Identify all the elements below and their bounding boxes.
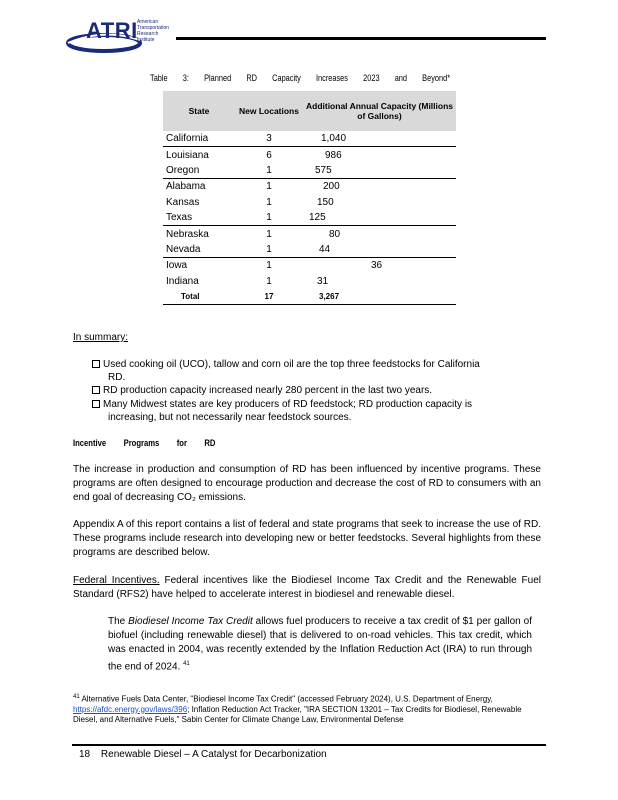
bullet-box-icon [92, 360, 100, 368]
summary-heading: In summary: [73, 332, 129, 343]
bullet-box-icon [92, 400, 100, 408]
summary-bullet: Used cooking oil (UCO), tallow and corn oil are the top three feedstocks for California RD. [92, 358, 532, 384]
footnote: $^{41}$ Alternative Fuels Data Center, "Biodiesel Income Tax Credit" (accessed February 2024), U.S. Department of Energy, https://afdc.energy.gov/laws/396; Inflation Reduction Act Tracker, "IRA SECTION 13201 – Tax Credits for Biodiesel, Renewable Diesel, and Alternative Fuels," Sabin Center for Climate Change Law, Environmental Defense [73, 694, 522, 724]
table-row: Iowa 1 36 [163, 258, 456, 274]
table-row: Indiana 1 31 [166, 275, 329, 287]
header-new-locations: New Locations [235, 91, 303, 131]
logo-wordmark: ATRI [86, 18, 138, 43]
footnote-ref: 41 [183, 661, 190, 667]
footer-title: Renewable Diesel – A Catalyst for Decarbonization [100, 749, 327, 760]
footer-rule [72, 744, 546, 746]
table-row: Oregon 1 575 [166, 164, 332, 176]
table-row: California 3 1,040 [166, 133, 347, 145]
header-capacity: Additional Annual Capacity (Millions of Gallons) [303, 91, 456, 131]
header-state: State [163, 91, 235, 131]
footnote-link[interactable]: https://afdc.energy.gov/laws/396 [73, 704, 188, 714]
table-row: Nevada 1 44 [166, 243, 331, 255]
table-row: Texas 1 125 [166, 212, 326, 224]
table-caption: Table 3: Planned RD Capacity Increases 2023 and Beyond* [150, 73, 451, 83]
paragraph: The increase in production and consumption of RD has been influenced by incentive programs. These programs are often designed to encourage production and decrease the cost of RD to consumers with an end goal of decreasing CO₂ emissions. [73, 464, 541, 503]
table-row: Louisiana 6 986 [163, 147, 456, 163]
page-number: 18 [79, 749, 91, 760]
table-total-row: Total 17 3,267 [163, 289, 456, 305]
paragraph-federal-incentives: Federal Incentives. Federal incentives like the Biodiesel Income Tax Credit and the Renewable Fuel Standard (RFS2) have helped to accelerate interest in biodiesel and renewable diesel. [73, 575, 541, 600]
paragraph: Appendix A of this report contains a list of federal and state programs that seek to increase the use of RD. These programs include research into developing new or better feedstocks. Several highlights from these programs are described below. [73, 519, 541, 558]
summary-bullet: RD production capacity increased nearly 280 percent in the last two years. [92, 384, 532, 397]
table-row: Kansas 1 150 [166, 196, 334, 208]
table-row: Nebraska 1 80 [163, 226, 456, 242]
summary-bullet: Many Midwest states are key producers of RD feedstock; RD production capacity is increasing, but not necessarily near feedstock sources. [92, 398, 532, 424]
bullet-box-icon [92, 386, 100, 394]
paragraph-tax-credit: The Biodiesel Income Tax Credit allows fuel producers to receive a tax credit of $1 per gallon of biofuel (including renewable diesel) that is delivered to on-road vehicles. This tax credit, which was enacted in 2004, was recently extended by the Inflation Reduction Act (IRA) to run through the end of 2024. $^{41}$ [108, 616, 532, 673]
page-footer [79, 749, 327, 760]
section-heading: Incentive Programs for RD [73, 438, 216, 448]
header-rule [176, 37, 546, 40]
table-row: Alabama 1 200 [163, 179, 456, 195]
rd-capacity-table [163, 91, 456, 305]
logo-tagline: American Transportation Research Institute [137, 19, 170, 43]
